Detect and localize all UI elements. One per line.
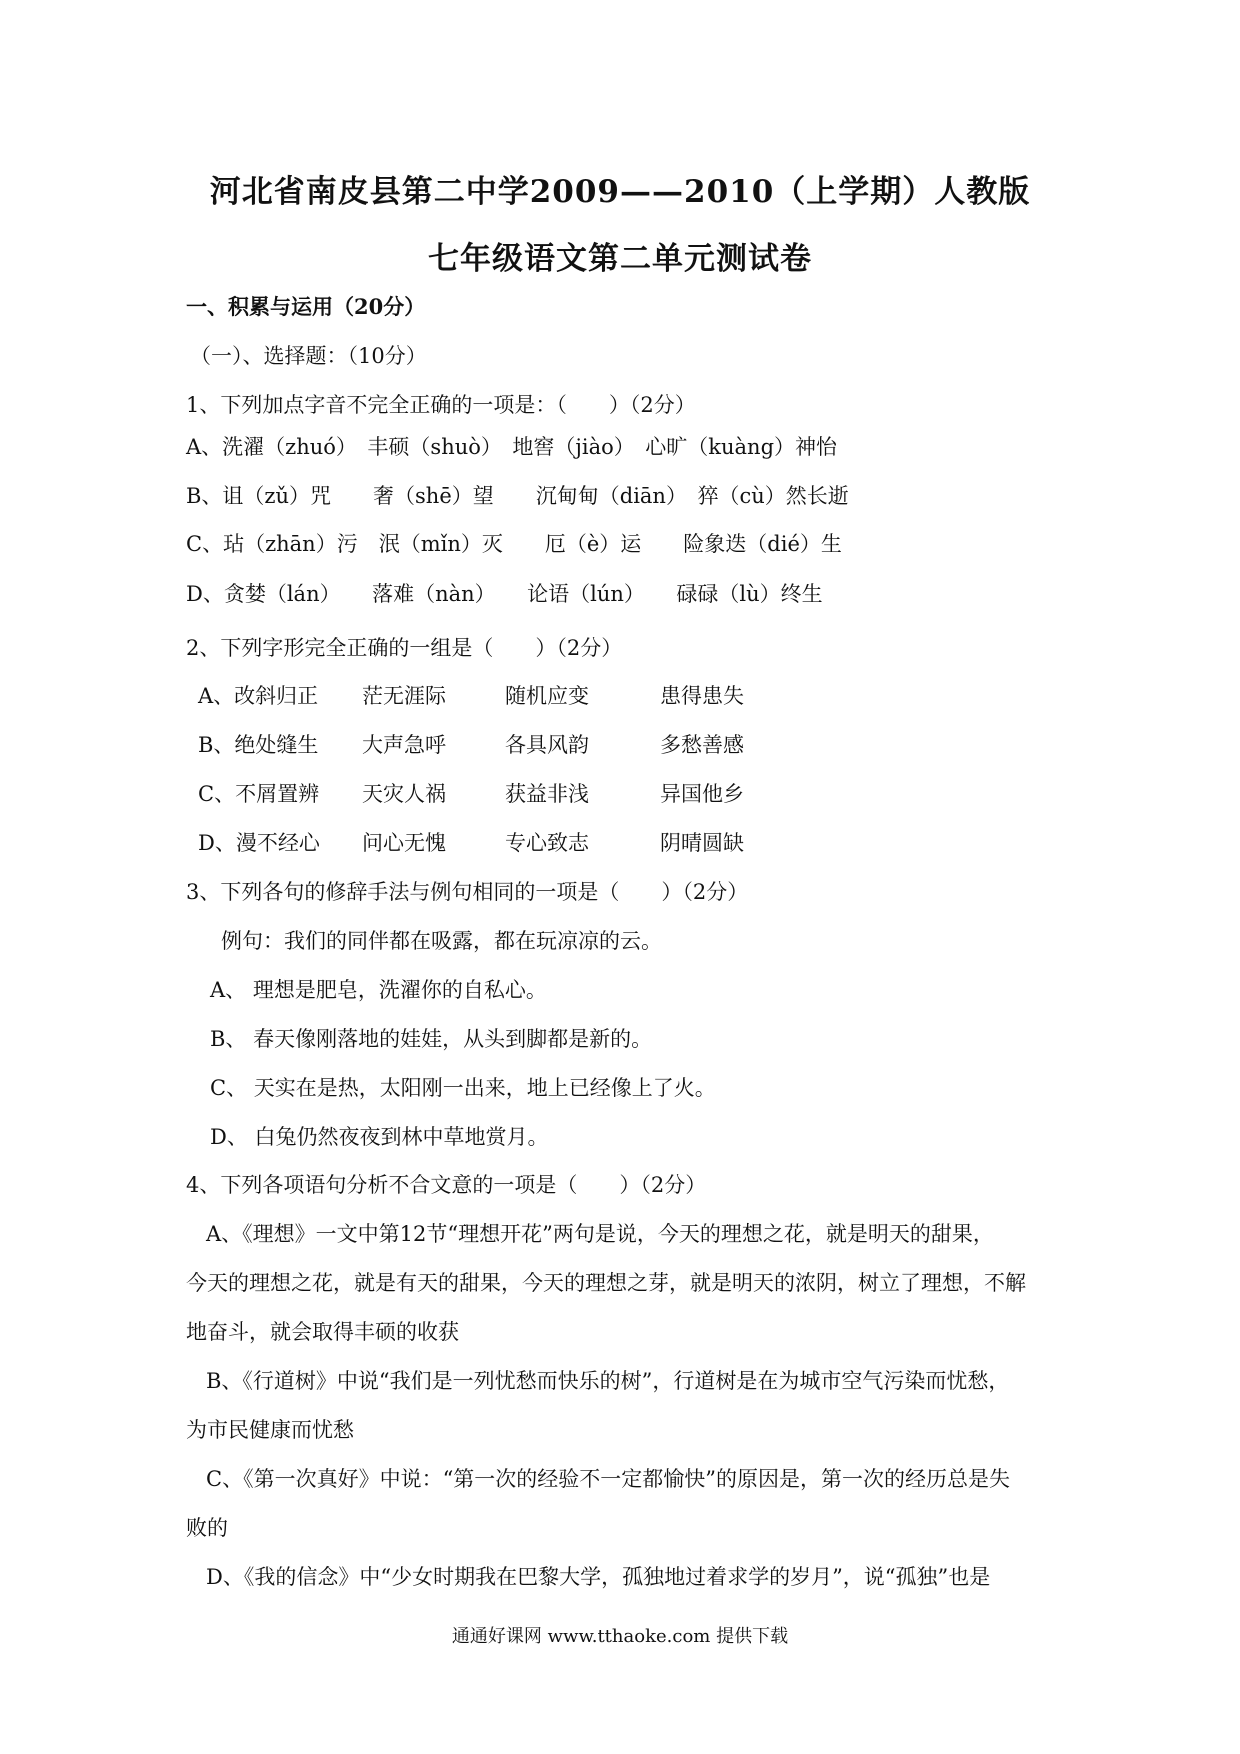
page-subtitle: 七年级语文第二单元测试卷 [428, 241, 812, 277]
question-2-cell: 获益非浅 [505, 782, 589, 806]
question-4-option-c-line1: C、《第一次真好》中说：“第一次的经验不一定都愉快”的原因是，第一次的经历总是失 [206, 1467, 1011, 1491]
question-3-stem: 3、下列各句的修辞手法与例句相同的一项是（ ）（2分） [186, 880, 749, 904]
question-2-cell: 茫无涯际 [362, 684, 446, 708]
question-4-option-b-line2: 为市民健康而忧愁 [186, 1418, 354, 1442]
question-2-stem: 2、下列字形完全正确的一组是（ ）（2分） [186, 636, 623, 660]
question-3-option-b: B、 春天像刚落地的娃娃，从头到脚都是新的。 [210, 1027, 653, 1051]
question-3-option-a: A、 理想是肥皂，洗濯你的自私心。 [210, 978, 547, 1002]
question-2-cell: A、改斜归正 [198, 684, 319, 708]
section-subheading: （一）、选择题：（10分） [190, 344, 427, 368]
question-3-option-c: C、 天实在是热，太阳刚一出来，地上已经像上了火。 [210, 1076, 716, 1100]
page-footer: 通通好课网 www.tthaoke.com 提供下载 [451, 1626, 789, 1647]
question-4-stem: 4、下列各项语句分析不合文意的一项是（ ）（2分） [186, 1173, 707, 1197]
question-2-cell: 患得患失 [660, 684, 744, 708]
question-2-cell: 各具风韵 [505, 733, 589, 757]
question-4-option-a-line3: 地奋斗，就会取得丰硕的收获 [186, 1320, 459, 1344]
section-heading: 一、积累与运用（20分） [186, 294, 426, 319]
question-4-option-d-line1: D、《我的信念》中“少女时期我在巴黎大学，孤独地过着求学的岁月”，说“孤独”也是 [206, 1565, 991, 1589]
question-4-option-a-line1: A、《理想》一文中第12节“理想开花”两句是说，今天的理想之花，就是明天的甜果， [206, 1222, 994, 1246]
question-2-cell: 问心无愧 [362, 831, 446, 855]
question-2-cell: 异国他乡 [660, 782, 744, 806]
page-title: 河北省南皮县第二中学2009——2010（上学期）人教版 [209, 174, 1031, 210]
question-1-option-a: A、洗濯（zhuó） 丰硕（shuò） 地窖（jiào） 心旷（kuàng）神怡 [186, 435, 838, 459]
question-2-cell: 多愁善感 [660, 733, 744, 757]
question-4-option-c-line2: 败的 [186, 1516, 228, 1540]
question-1-option-d: D、贪婪（lán） 落难（nàn） 论语（lún） 碌碌（lù）终生 [186, 582, 823, 606]
question-2-cell: 天灾人祸 [362, 782, 446, 806]
question-4-option-b-line1: B、《行道树》中说“我们是一列忧愁而快乐的树”，行道树是在为城市空气污染而忧愁， [206, 1369, 1010, 1393]
question-4-option-a-line2: 今天的理想之花，就是有天的甜果，今天的理想之芽，就是明天的浓阴，树立了理想，不解 [186, 1271, 1026, 1295]
question-2-cell: C、不屑置辨 [198, 782, 320, 806]
question-2-cell: 阴晴圆缺 [660, 831, 744, 855]
question-2-cell: 大声急呼 [362, 733, 446, 757]
question-3-example: 例句：我们的同伴都在吸露，都在玩凉凉的云。 [221, 929, 662, 953]
question-1-option-c: C、玷（zhān）污 泯（mǐn）灭 厄（è）运 险象迭（dié）生 [186, 532, 842, 556]
question-1-stem: 1、下列加点字音不完全正确的一项是：（ ）（2分） [186, 393, 696, 417]
question-2-cell: 专心致志 [505, 831, 589, 855]
question-3-option-d: D、 白兔仍然夜夜到林中草地赏月。 [210, 1125, 549, 1149]
question-2-cell: 随机应变 [505, 684, 589, 708]
question-2-cell: D、漫不经心 [198, 831, 320, 855]
question-2-cell: B、绝处缝生 [198, 733, 319, 757]
question-1-option-b: B、诅（zǔ）咒 奢（shē）望 沉甸甸（diān） 猝（cù）然长逝 [186, 484, 849, 508]
